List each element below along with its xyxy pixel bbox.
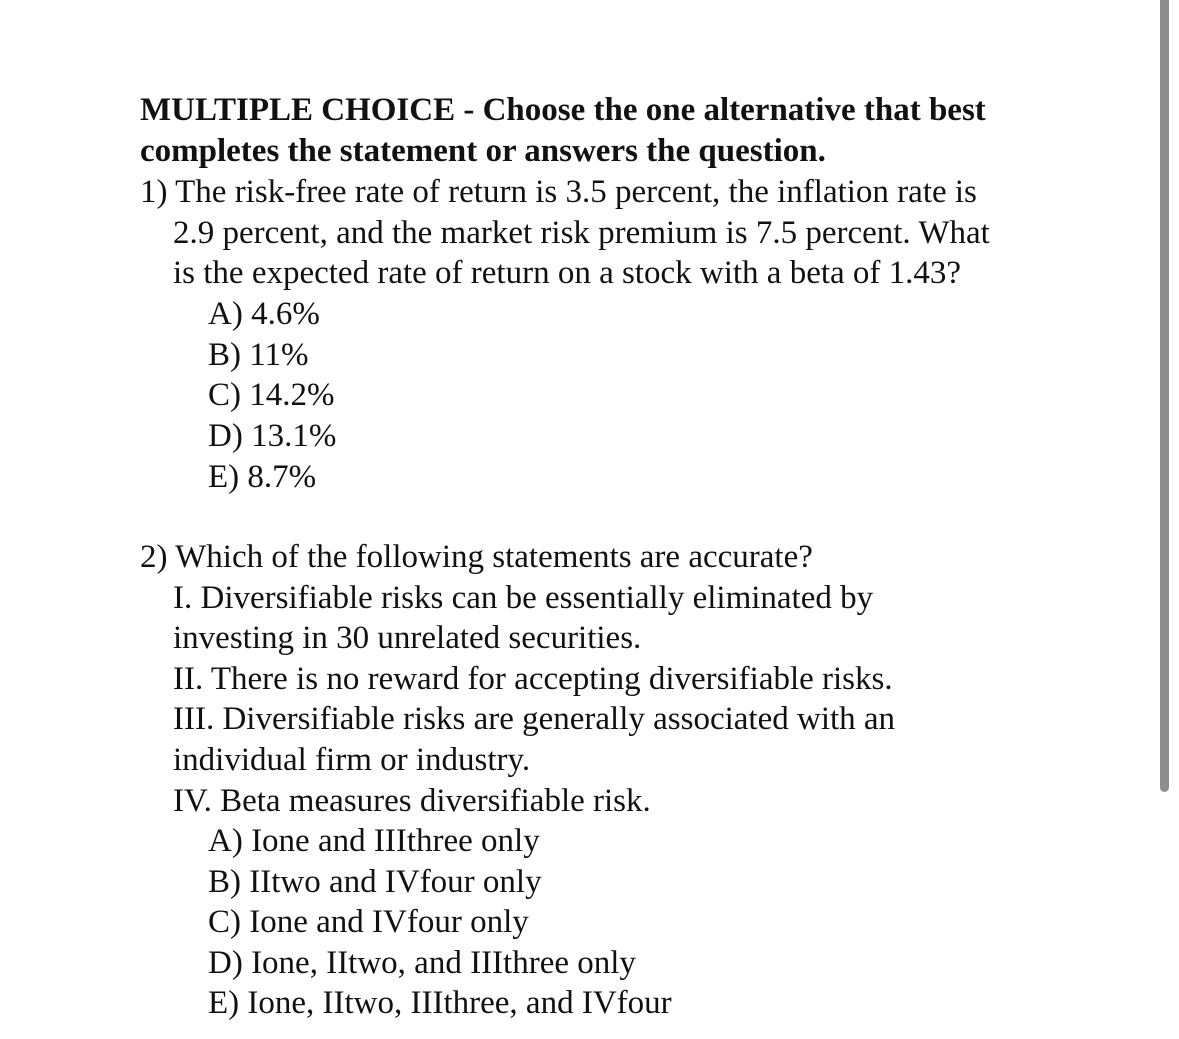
question-2-statement-3: III. Diversifiable risks are generally associated with an xyxy=(173,701,896,737)
question-1-text: 1) The risk-free rate of return is 3.5 percent, the inflation rate is xyxy=(140,174,977,210)
question-2-option-e[interactable]: E) Ione, IItwo, IIIthree, and IVfour xyxy=(208,985,672,1021)
question-2-option-c[interactable]: C) Ione and IVfour only xyxy=(208,904,529,940)
header-line-2: completes the statement or answers the question. xyxy=(140,133,826,169)
question-1-option-d[interactable]: D) 13.1% xyxy=(208,418,337,454)
question-1-option-e[interactable]: E) 8.7% xyxy=(208,459,317,495)
vertical-scrollbar[interactable] xyxy=(1160,0,1169,792)
question-2-statement-1: investing in 30 unrelated securities. xyxy=(173,620,642,656)
section-header xyxy=(140,90,1060,172)
question-1-option-c[interactable]: C) 14.2% xyxy=(208,377,335,413)
question-1-text: 2.9 percent, and the market risk premium is 7.5 percent. What xyxy=(173,215,990,251)
question-2-option-a[interactable]: A) Ione and IIIthree only xyxy=(208,823,540,859)
question-2-statement-4: IV. Beta measures diversifiable risk. xyxy=(173,783,651,819)
question-2-option-b[interactable]: B) IItwo and IVfour only xyxy=(208,864,542,900)
question-2-statement-2: II. There is no reward for accepting diversifiable risks. xyxy=(173,661,893,697)
question-1-option-a[interactable]: A) 4.6% xyxy=(208,296,320,332)
question-1-option-b[interactable]: B) 11% xyxy=(208,337,309,373)
question-2-statement-3: individual firm or industry. xyxy=(173,742,531,778)
question-1-text: is the expected rate of return on a stock with a beta of 1.43? xyxy=(173,255,962,291)
question-2-option-d[interactable]: D) Ione, IItwo, and IIIthree only xyxy=(208,945,636,981)
question-2-text: 2) Which of the following statements are accurate? xyxy=(140,539,813,575)
question-2-statement-1: I. Diversifiable risks can be essentially eliminated by xyxy=(173,580,874,616)
header-line-1: MULTIPLE CHOICE - Choose the one alternative that best xyxy=(140,92,986,128)
